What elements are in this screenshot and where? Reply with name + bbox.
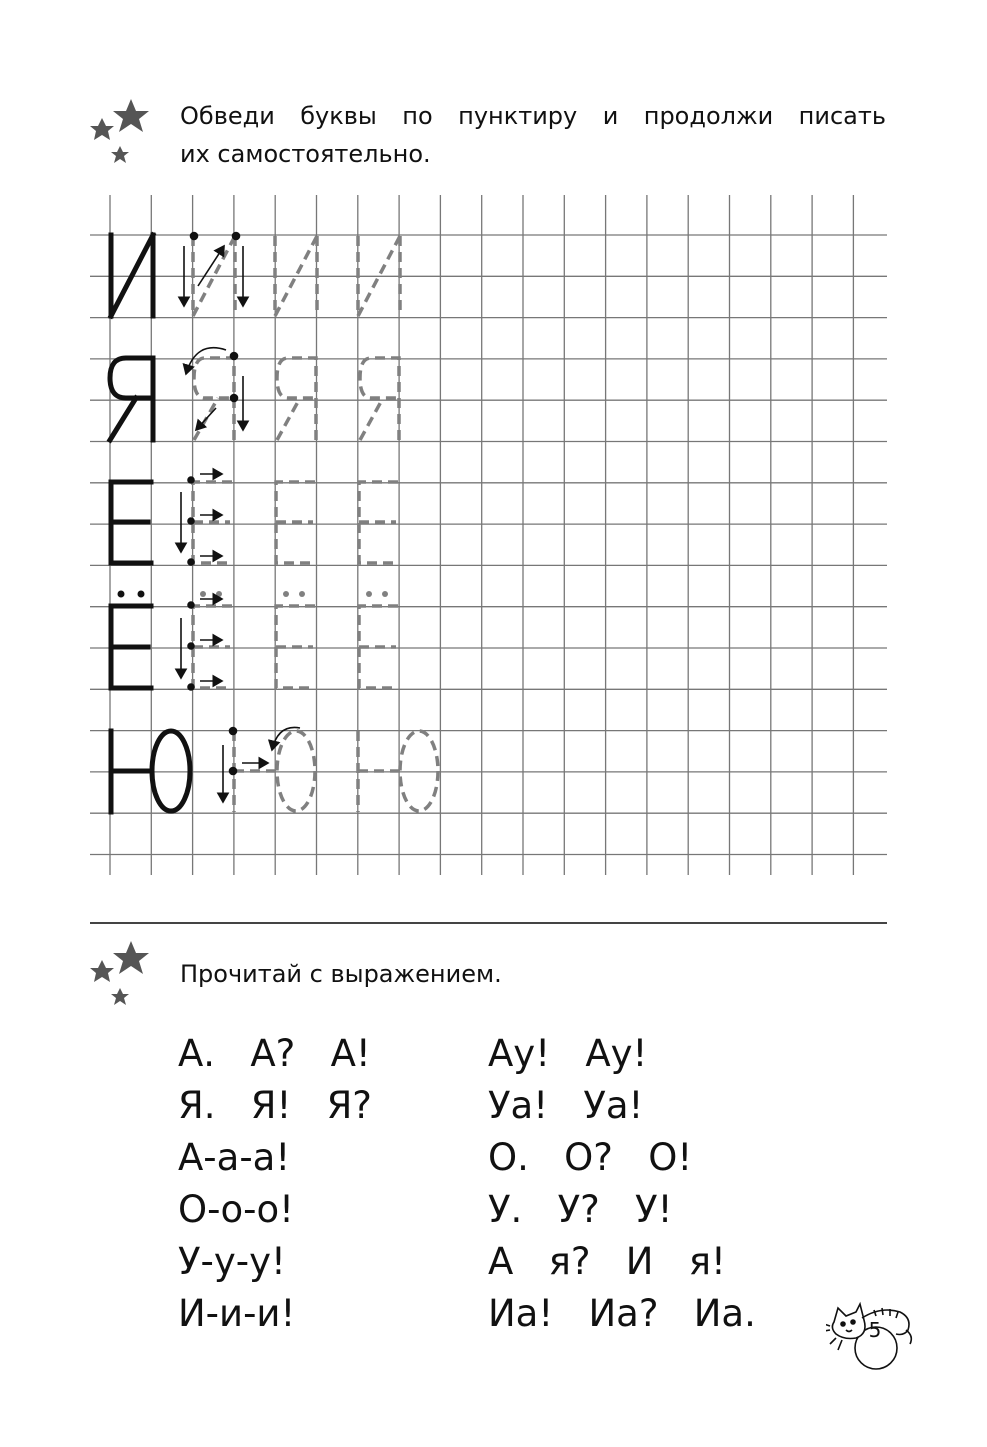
reading-line: И-и-и!	[178, 1292, 296, 1335]
start-point-icon	[188, 643, 194, 649]
letter-yu-sample	[111, 731, 152, 812]
start-point-icon	[231, 353, 238, 360]
reading-line: А-а-а!	[178, 1136, 291, 1179]
reading-line: Иа! Иа? Иа.	[488, 1292, 756, 1335]
reading-line: Я. Я! Я?	[178, 1084, 372, 1127]
reading-column-left	[178, 1028, 372, 1340]
letter-yu-sample-oval	[152, 731, 190, 811]
task1-word: пунктиру	[458, 102, 578, 130]
task1-word: Обведи	[180, 102, 275, 130]
reading-line: У. У? У!	[488, 1188, 673, 1231]
traced-letter-ye	[276, 482, 315, 563]
reading-line: А я? И я!	[488, 1240, 726, 1283]
reading-line: О-о-о!	[178, 1188, 294, 1231]
yo-dot-icon	[366, 591, 372, 597]
start-point-icon	[188, 602, 194, 608]
yo-dot-icon	[283, 591, 289, 597]
traced-letter-ye	[359, 482, 398, 563]
start-point-icon	[233, 233, 240, 240]
letter-yo-sample	[111, 606, 151, 688]
reading-line: У-у-у!	[178, 1240, 286, 1283]
start-point-icon	[231, 395, 238, 402]
task1-word: по	[402, 102, 433, 130]
traced-letter-yu-oval	[400, 731, 438, 811]
star-icon	[111, 988, 129, 1005]
yo-dot-icon	[138, 591, 145, 598]
reading-line: А. А? А!	[178, 1032, 371, 1075]
traced-letter-yu	[234, 731, 277, 812]
task1-word: и	[602, 102, 619, 130]
letter-ya-sample	[110, 358, 153, 440]
start-point-icon	[188, 559, 194, 565]
page-number: 5	[868, 1318, 882, 1342]
yo-dot-icon	[216, 591, 222, 597]
letter-ye-sample	[111, 482, 151, 563]
start-point-icon	[188, 684, 194, 690]
reading-line: Ау! Ау!	[488, 1032, 648, 1075]
yo-dot-icon	[382, 591, 388, 597]
task2-instruction: Прочитай с выражением.	[180, 960, 502, 988]
star-icon	[90, 960, 114, 982]
star-icon	[113, 941, 149, 974]
traced-letter-yo	[193, 606, 232, 688]
task1-word: продолжи	[643, 102, 774, 130]
stars-icon	[86, 940, 156, 1012]
traced-letter-ye	[193, 482, 232, 563]
reading-column-right	[488, 1028, 756, 1340]
traced-letter-ya	[194, 358, 234, 440]
section-divider	[90, 922, 887, 924]
traced-letter-ya	[360, 358, 399, 440]
reading-line: О. О? О!	[488, 1136, 693, 1179]
start-point-icon	[230, 768, 237, 775]
traced-letter-yu-oval	[277, 731, 315, 811]
yo-dot-icon	[299, 591, 305, 597]
start-point-icon	[188, 518, 194, 524]
start-point-icon	[230, 728, 237, 735]
traced-letter-yo	[359, 606, 398, 688]
task1-word: буквы	[300, 102, 377, 130]
task1-line2: их самостоятельно.	[180, 140, 431, 168]
reading-line: Уа! Уа!	[488, 1084, 644, 1127]
traced-letter-yo	[276, 606, 315, 688]
start-point-icon	[188, 477, 194, 483]
yo-dot-icon	[118, 591, 125, 598]
task1-word: писать	[798, 102, 886, 130]
traced-letter-ya	[277, 358, 316, 440]
start-point-icon	[191, 233, 198, 240]
yo-dot-icon	[200, 591, 206, 597]
arrow-diagonal-icon	[196, 408, 216, 430]
traced-letter-yu	[358, 731, 400, 812]
letter-i-sample	[111, 235, 153, 316]
